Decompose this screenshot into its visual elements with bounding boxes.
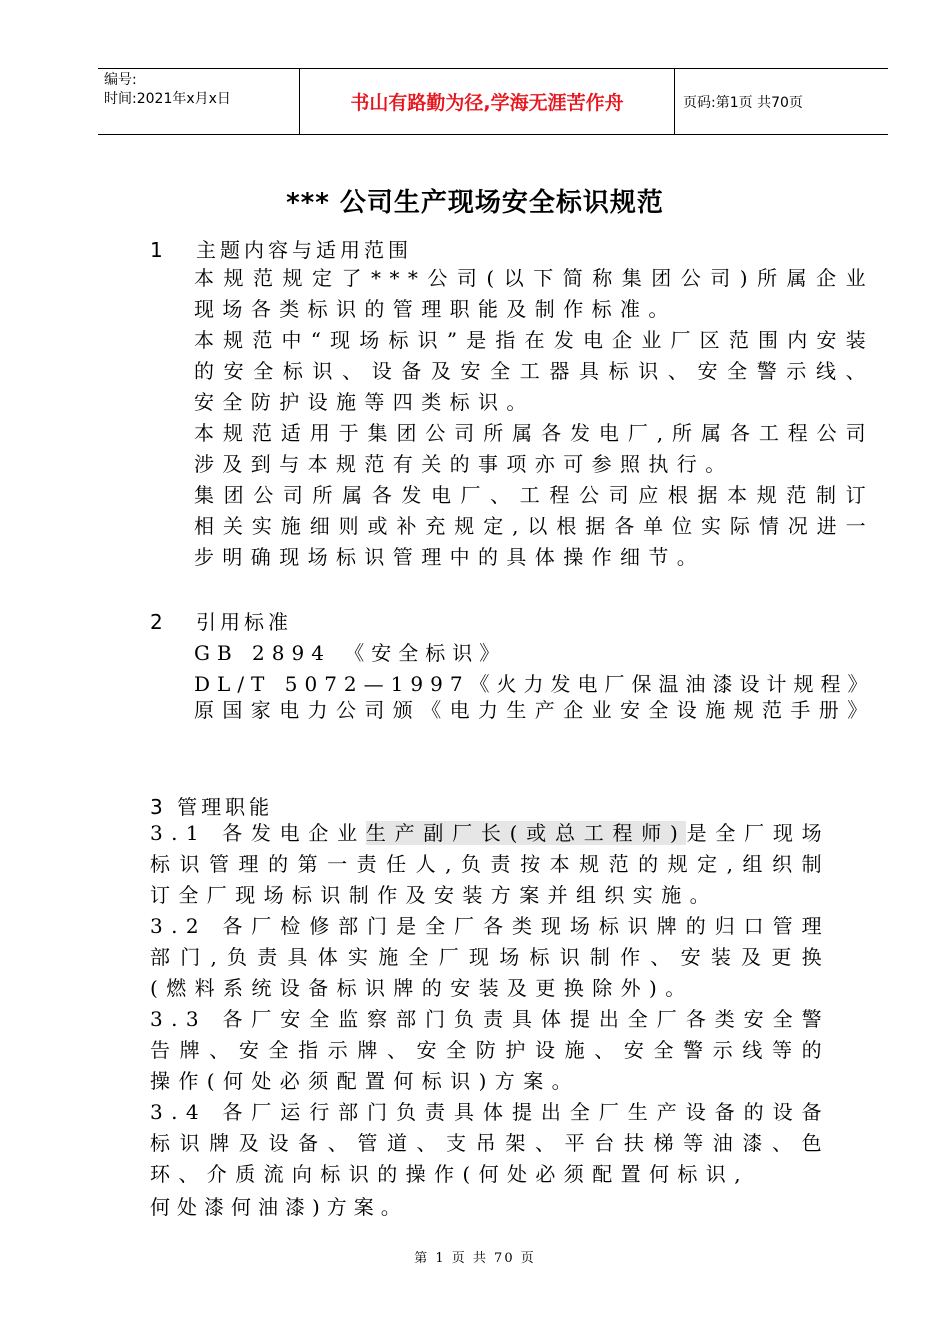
section-1-paragraph-1: 本规范规定了***公司(以下简称集团公司)所属企业现场各类标识的管理职能及制作标准。: [194, 266, 874, 321]
header-table: [98, 68, 888, 135]
reference-3: 原国家电力公司颁《电力生产企业安全设施规范手册》: [194, 698, 876, 722]
section-3-item-2: 3.2 各厂检修部门是全厂各类现场标识牌的归口管理部门,负责具体实施全厂现场标识制作、安装及更换(燃料系统设备标识牌的安装及更换除外)。: [150, 914, 830, 1000]
page-info: 页码:第1页 共70页: [683, 94, 803, 111]
section-3-item-3: 3.3 各厂安全监察部门负责具体提出全厂各类安全警告牌、安全指示牌、安全防护设施、安全警示线等的操作(何处必须配置何标识)方案。: [150, 1007, 830, 1093]
section-3-item-4-end: 何处漆何油漆)方案。: [150, 1195, 408, 1219]
section-1-heading: [150, 234, 412, 263]
time-label: 时间:2021年x月x日: [104, 91, 231, 107]
item-1-lead: 3.1 各发电企业: [150, 821, 366, 845]
section-1-number: 1: [150, 238, 163, 262]
section-2-number: 2: [150, 610, 163, 634]
code-label: 编号:: [104, 72, 137, 88]
reference-1: GB 2894 《安全标识》: [194, 641, 507, 665]
section-3-heading: 3 管理职能: [150, 795, 274, 819]
item-1-highlight: 生产副厂长(或总工程师): [365, 821, 687, 845]
section-1-title: 主题内容与适用范围: [196, 238, 412, 262]
page-footer: 第 1 页 共 70 页: [414, 1251, 536, 1266]
section-2-heading: [150, 606, 292, 635]
motto: 书山有路勤为径,学海无涯苦作舟: [300, 69, 675, 134]
reference-2: DL/T 5072—1997《火力发电厂保温油漆设计规程》: [194, 672, 875, 696]
section-2-title: 引用标准: [196, 610, 292, 634]
section-3-item-1: [150, 818, 830, 911]
section-1-paragraph-3: 本规范适用于集团公司所属各发电厂,所属各工程公司涉及到与本规范有关的事项亦可参照执行。: [194, 421, 874, 476]
document-title: *** 公司生产现场安全标识规范: [286, 188, 664, 218]
section-1-paragraph-2: 本规范中“现场标识”是指在发电企业厂区范围内安装的安全标识、设备及安全工器具标识、安全警示线、安全防护设施等四类标识。: [194, 328, 874, 414]
item-1-rest: 是全厂现场标识管理的第一责任人,负责按本规范的规定,组织制订全厂现场标识制作及安装方案并组织实施。: [150, 821, 831, 907]
section-1-paragraph-4: 集团公司所属各发电厂、工程公司应根据本规范制订相关实施细则或补充规定,以根据各单位实际情况进一步明确现场标识管理中的具体操作细节。: [194, 483, 874, 569]
header-meta-cell: [98, 69, 300, 134]
section-3-item-4: 3.4 各厂运行部门负责具体提出全厂生产设备的设备标识牌及设备、管道、支吊架、平台扶梯等油漆、色环、介质流向标识的操作(何处必须配置何标识,: [150, 1100, 830, 1186]
